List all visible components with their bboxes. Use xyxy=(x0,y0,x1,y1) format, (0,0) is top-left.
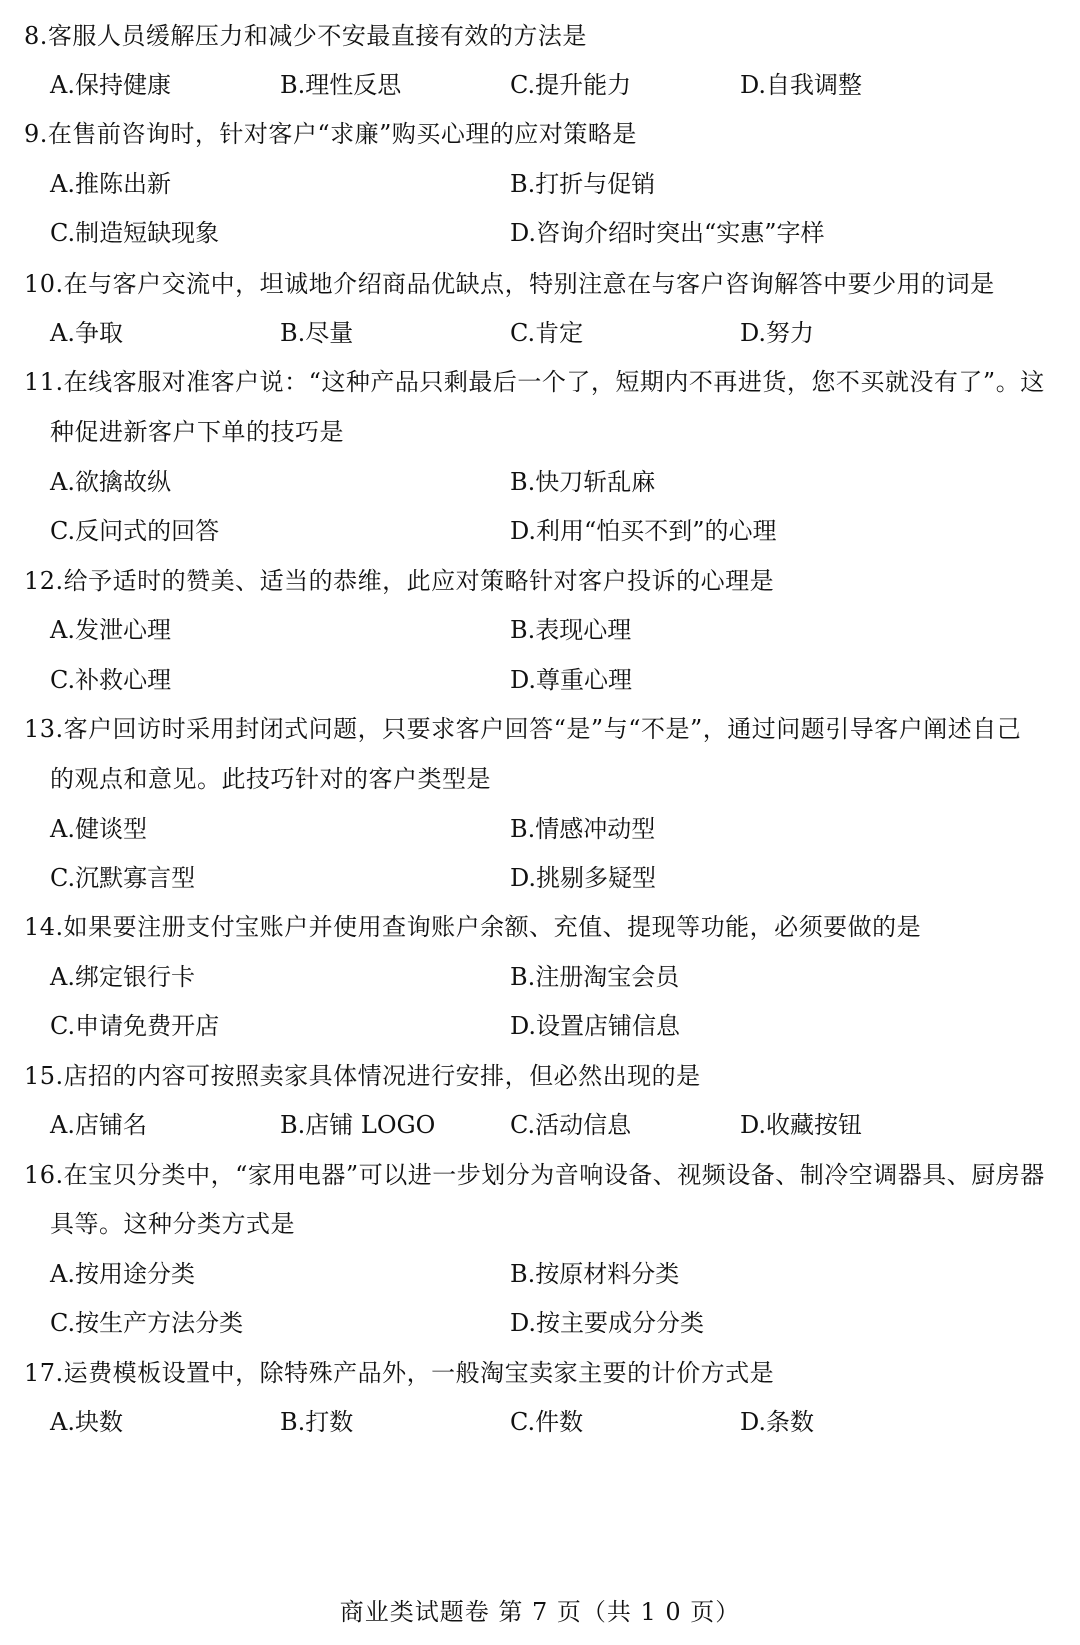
question-stem-continued: 的观点和意见。此技巧针对的客户类型是 xyxy=(50,765,491,793)
option: A.块数 xyxy=(50,1408,123,1436)
option: B.快刀斩乱麻 xyxy=(510,468,656,496)
option: D.按主要成分分类 xyxy=(510,1309,705,1337)
option-row xyxy=(50,67,1056,103)
option: C.制造短缺现象 xyxy=(50,219,220,247)
option: A.推陈出新 xyxy=(50,170,171,198)
option: B.打折与促销 xyxy=(510,170,656,198)
option: C.申请免费开店 xyxy=(50,1012,220,1040)
option: A.健谈型 xyxy=(50,815,147,843)
option: B.情感冲动型 xyxy=(510,815,656,843)
question-stem: 16.在宝贝分类中，“家用电器”可以进一步划分为音响设备、视频设备、制冷空调器具、厨房器 xyxy=(24,1161,1045,1189)
option: B.打数 xyxy=(280,1408,354,1436)
question-stem-continued: 具等。这种分类方式是 xyxy=(50,1210,295,1238)
option-row xyxy=(50,959,1056,995)
option: C.件数 xyxy=(510,1408,584,1436)
option: A.按用途分类 xyxy=(50,1260,195,1288)
option: A.店铺名 xyxy=(50,1111,147,1139)
question-stem: 15.店招的内容可按照卖家具体情况进行安排，但必然出现的是 xyxy=(24,1062,701,1090)
option: D.尊重心理 xyxy=(510,666,633,694)
option-row xyxy=(50,1256,1056,1292)
option: B.注册淘宝会员 xyxy=(510,963,680,991)
option-row xyxy=(50,166,1056,202)
option: A.欲擒故纵 xyxy=(50,468,171,496)
option: D.努力 xyxy=(740,319,815,347)
option-row xyxy=(50,215,1056,251)
question-stem: 14.如果要注册支付宝账户并使用查询账户余额、充值、提现等功能，必须要做的是 xyxy=(24,913,922,941)
option: B.店铺 LOGO xyxy=(280,1111,436,1139)
option-row xyxy=(50,464,1056,500)
question-stem: 13.客户回访时采用封闭式问题，只要求客户回答“是”与“不是”，通过问题引导客户阐述自己 xyxy=(24,715,1022,743)
option-row xyxy=(50,1107,1056,1143)
question-stem: 17.运费模板设置中，除特殊产品外，一般淘宝卖家主要的计价方式是 xyxy=(24,1359,775,1387)
option: C.肯定 xyxy=(510,319,584,347)
option-row xyxy=(50,1404,1056,1440)
question-stem: 9.在售前咨询时，针对客户“求廉”购买心理的应对策略是 xyxy=(24,120,637,148)
option: C.反问式的回答 xyxy=(50,517,220,545)
option-row xyxy=(50,811,1056,847)
question-stem: 11.在线客服对准客户说：“这种产品只剩最后一个了，短期内不再进货，您不买就没有了”。这 xyxy=(24,368,1045,396)
option: D.咨询介绍时突出“实惠”字样 xyxy=(510,219,825,247)
option-row xyxy=(50,662,1056,698)
option: B.按原材料分类 xyxy=(510,1260,680,1288)
option-row xyxy=(50,1008,1056,1044)
option: A.保持健康 xyxy=(50,71,171,99)
option: D.利用“怕买不到”的心理 xyxy=(510,517,777,545)
question-stem: 12.给予适时的赞美、适当的恭维，此应对策略针对客户投诉的心理是 xyxy=(24,567,775,595)
option: D.收藏按钮 xyxy=(740,1111,863,1139)
option: A.争取 xyxy=(50,319,123,347)
question-stem: 10.在与客户交流中，坦诚地介绍商品优缺点，特别注意在与客户咨询解答中要少用的词是 xyxy=(24,270,995,298)
option: C.提升能力 xyxy=(510,71,632,99)
option-row xyxy=(50,612,1056,648)
option: A.发泄心理 xyxy=(50,616,171,644)
option-row xyxy=(50,1305,1056,1341)
option: C.按生产方法分类 xyxy=(50,1309,244,1337)
option-row xyxy=(50,860,1056,896)
option-row xyxy=(50,315,1056,351)
option: D.设置店铺信息 xyxy=(510,1012,681,1040)
option: B.尽量 xyxy=(280,319,354,347)
question-stem: 8.客服人员缓解压力和减少不安最直接有效的方法是 xyxy=(24,22,587,50)
option: A.绑定银行卡 xyxy=(50,963,195,991)
option: D.条数 xyxy=(740,1408,815,1436)
option: B.表现心理 xyxy=(510,616,632,644)
option: C.沉默寡言型 xyxy=(50,864,196,892)
question-stem-continued: 种促进新客户下单的技巧是 xyxy=(50,418,344,446)
option: C.活动信息 xyxy=(510,1111,632,1139)
option: D.自我调整 xyxy=(740,71,863,99)
option: C.补救心理 xyxy=(50,666,172,694)
option: D.挑剔多疑型 xyxy=(510,864,657,892)
option: B.理性反思 xyxy=(280,71,402,99)
page-footer: 商业类试题卷 第 7 页（共 1 0 页） xyxy=(339,1598,741,1626)
option-row xyxy=(50,513,1056,549)
